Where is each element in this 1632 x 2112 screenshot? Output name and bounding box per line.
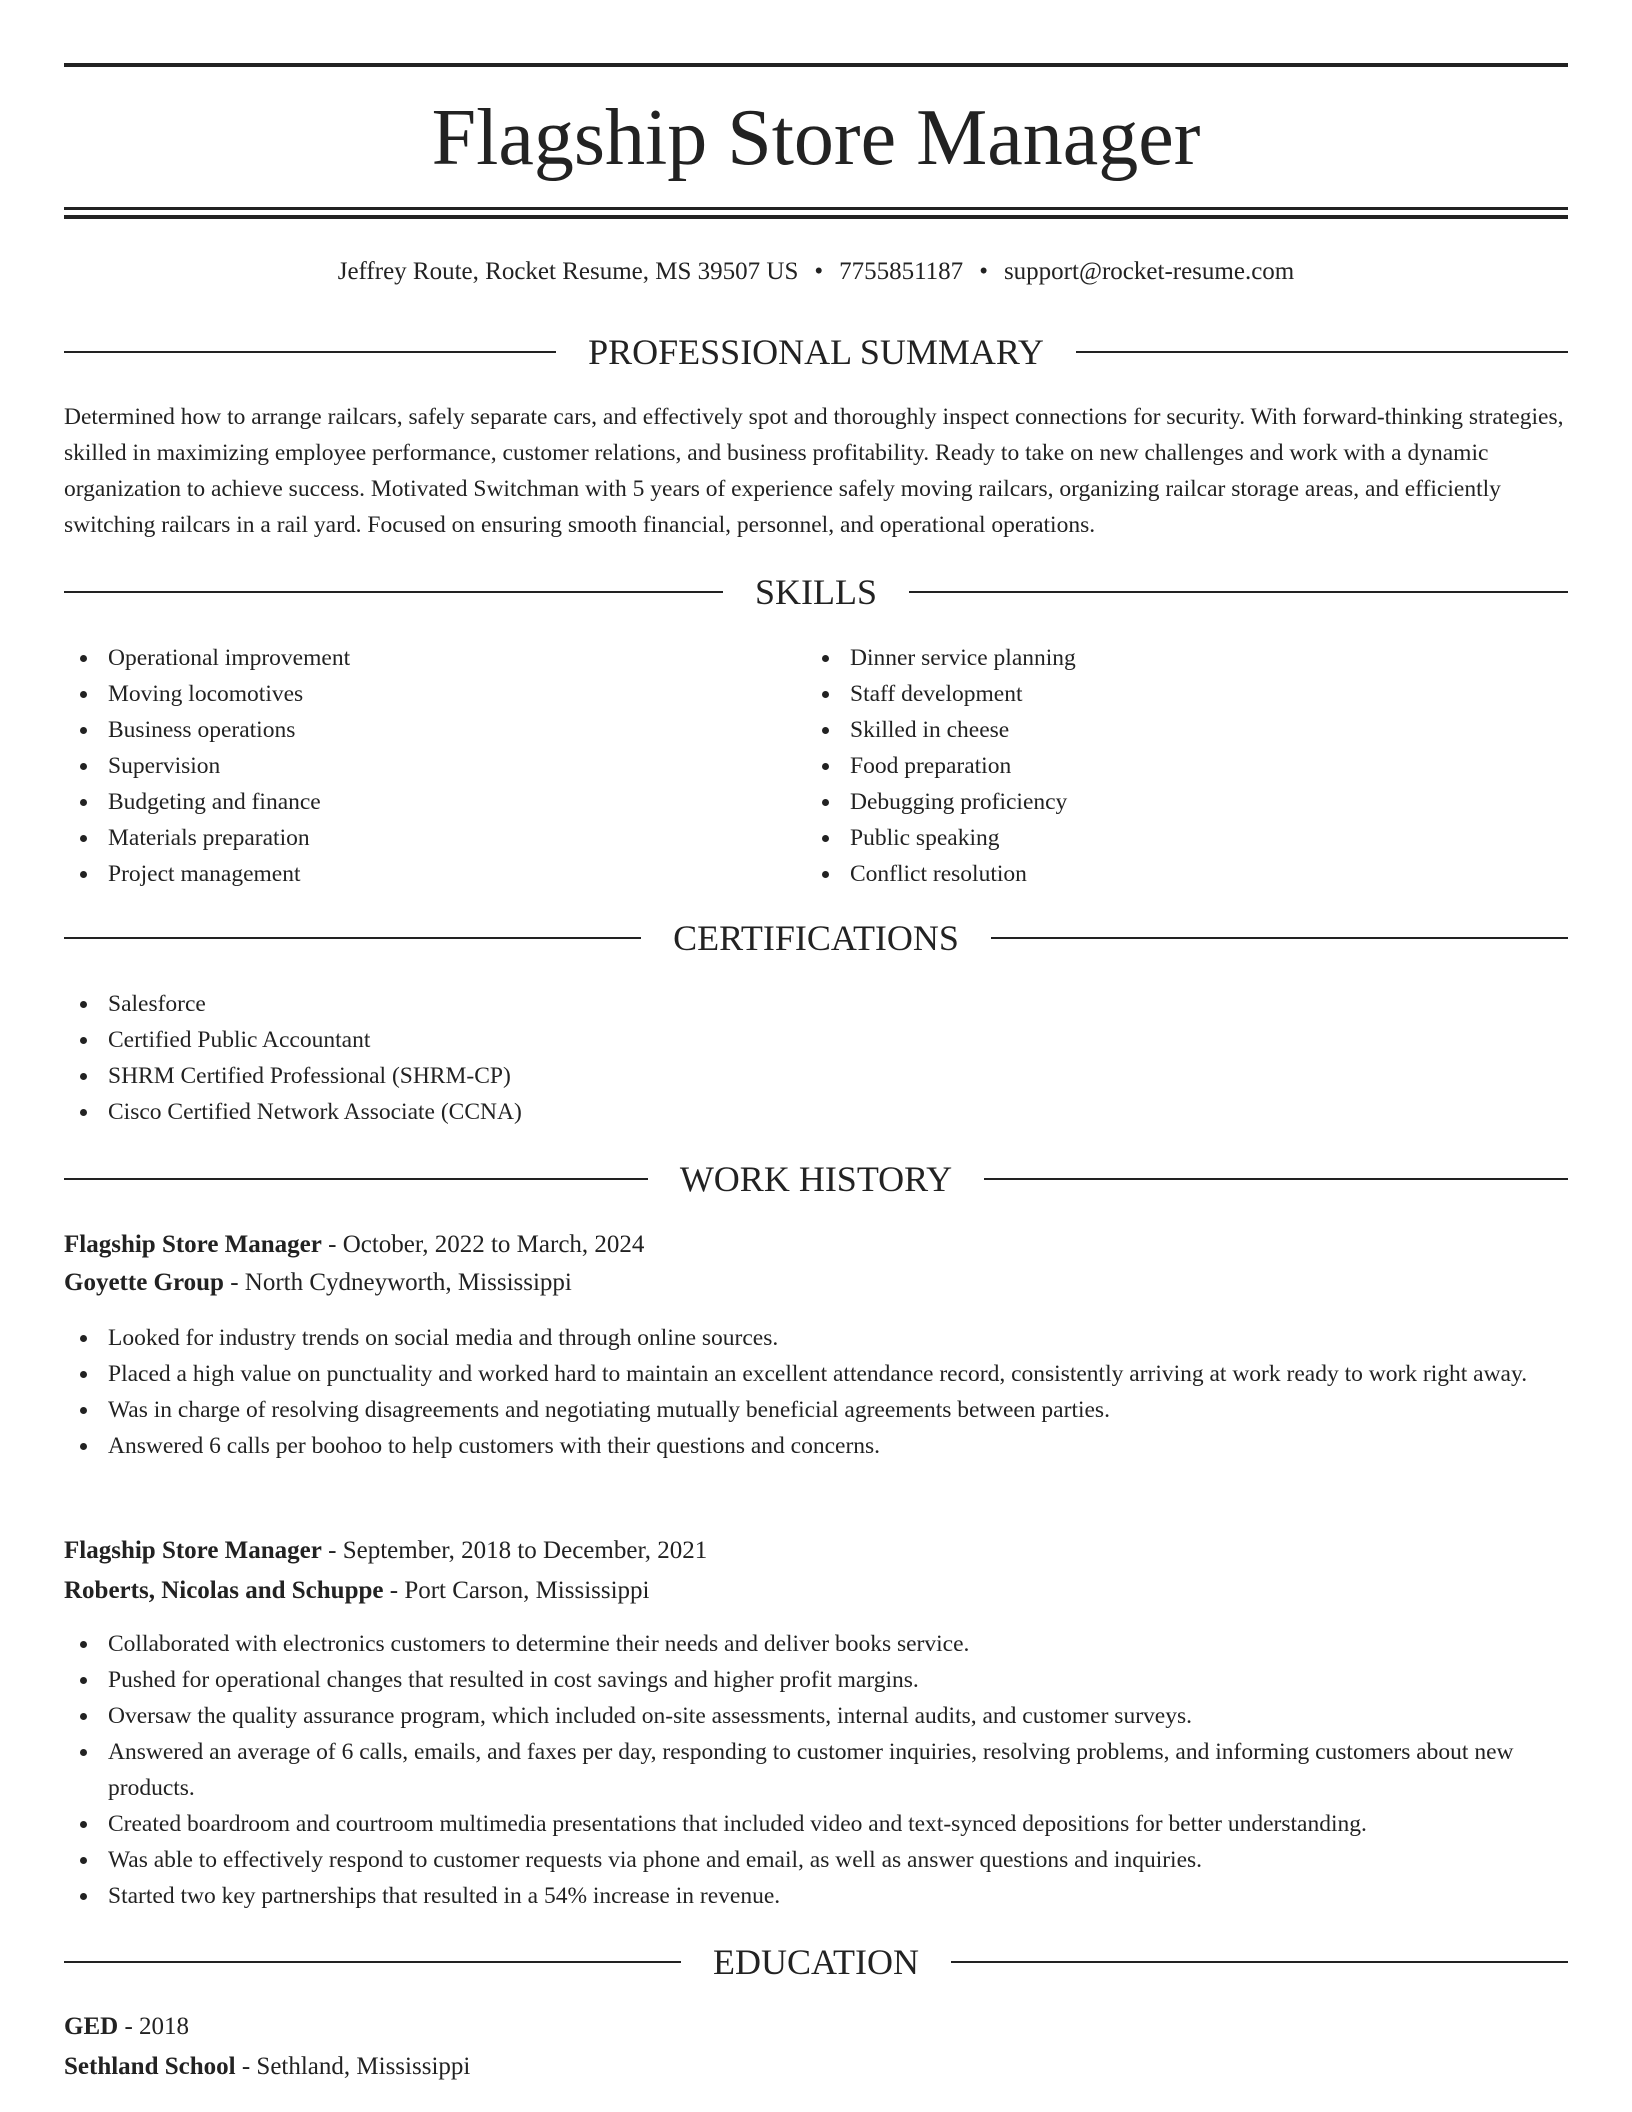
section-title-certifications: CERTIFICATIONS — [673, 918, 959, 958]
education-year: - 2018 — [118, 2013, 190, 2040]
job-company: Roberts, Nicolas and Schuppe — [64, 1577, 384, 1604]
skill-item: Debugging proficiency — [806, 784, 1566, 820]
job-bullet: Pushed for operational changes that resulted in cost savings and higher profit margins. — [64, 1662, 1568, 1698]
job-title-line — [64, 1226, 1568, 1264]
certifications-list — [64, 986, 1568, 1130]
skill-item: Skilled in cheese — [806, 712, 1566, 748]
section-rule-left — [64, 937, 641, 939]
section-title-work-history: WORK HISTORY — [679, 1159, 953, 1199]
education-location: - Sethland, Mississippi — [235, 2053, 471, 2080]
header-top-rule — [64, 63, 1568, 67]
section-rule-left — [64, 1961, 681, 1963]
section-rule-right — [951, 1961, 1568, 1963]
certification-item: Cisco Certified Network Associate (CCNA) — [64, 1094, 1568, 1130]
job-bullet: Answered an average of 6 calls, emails, and faxes per day, responding to customer inquiries, resolving problems, and informing customers about new products. — [64, 1734, 1568, 1806]
job-role: Flagship Store Manager — [64, 1537, 322, 1564]
section-header-education — [64, 1940, 1568, 1984]
job-bullet: Created boardroom and courtroom multimedia presentations that included video and text-synced depositions for better understanding. — [64, 1806, 1568, 1842]
skill-item: Supervision — [64, 748, 764, 784]
education-degree-line — [64, 2008, 1568, 2046]
job-bullet: Answered 6 calls per boohoo to help customers with their questions and concerns. — [64, 1428, 1568, 1464]
section-rule-left — [64, 1178, 648, 1180]
skills-list-right — [806, 640, 1566, 892]
section-title-skills: SKILLS — [755, 572, 878, 612]
section-title-summary: PROFESSIONAL SUMMARY — [588, 332, 1044, 372]
job-location: - North Cydneyworth, Mississippi — [223, 1269, 572, 1296]
skill-item: Project management — [64, 856, 764, 892]
resume-name: Flagship Store Manager — [431, 94, 1201, 182]
section-rule-right — [991, 937, 1568, 939]
skill-item: Business operations — [64, 712, 764, 748]
skill-item: Materials preparation — [64, 820, 764, 856]
header-double-rule-upper — [64, 207, 1568, 210]
skill-item: Dinner service planning — [806, 640, 1566, 676]
job-bullet: Was in charge of resolving disagreements and negotiating mutually beneficial agreements between parties. — [64, 1392, 1568, 1428]
skill-item: Public speaking — [806, 820, 1566, 856]
job-bullet: Was able to effectively respond to customer requests via phone and email, as well as answer questions and inquiries. — [64, 1842, 1568, 1878]
job-company-line — [64, 1572, 1568, 1610]
job-bullets — [64, 1626, 1568, 1914]
skill-item: Conflict resolution — [806, 856, 1566, 892]
job-title-line — [64, 1532, 1568, 1570]
contact-address: Jeffrey Route, Rocket Resume, MS 39507 US — [337, 258, 799, 285]
contact-separator: • — [814, 258, 824, 285]
job-location: - Port Carson, Mississippi — [383, 1577, 650, 1604]
summary-text: Determined how to arrange railcars, safely separate cars, and effectively spot and thoroughly inspect connections for security. With forward-thinking strategies, skilled in maximizing employee performance, customer relations, and business profitability. Ready to take on new challenges and work with a dynamic organization to achieve success. Motivated Switchman with 5 years of experience safely moving railcars, organizing railcar storage areas, and efficiently switching railcars in a rail yard. Focused on ensuring smooth financial, personnel, and operational operations. — [64, 404, 1564, 538]
section-rule-right — [1076, 351, 1568, 353]
job-dates: - October, 2022 to March, 2024 — [321, 1231, 645, 1258]
skill-item: Staff development — [806, 676, 1566, 712]
job-bullet: Looked for industry trends on social media and through online sources. — [64, 1320, 1568, 1356]
job-bullet: Placed a high value on punctuality and worked hard to maintain an excellent attendance record, consistently arriving at work ready to work right away. — [64, 1356, 1568, 1392]
contact-phone: 7755851187 — [839, 258, 964, 285]
contact-line — [64, 254, 1568, 290]
education-school-line — [64, 2048, 1568, 2086]
header-double-rule-lower — [64, 215, 1568, 219]
section-header-certifications — [64, 916, 1568, 960]
contact-email: support@rocket-resume.com — [1003, 258, 1295, 285]
skill-item: Food preparation — [806, 748, 1566, 784]
section-header-summary — [64, 330, 1568, 374]
job-dates: - September, 2018 to December, 2021 — [321, 1537, 708, 1564]
job-bullet: Oversaw the quality assurance program, which included on-site assessments, internal audits, and customer surveys. — [64, 1698, 1568, 1734]
skills-list-left — [64, 640, 764, 892]
skill-item: Operational improvement — [64, 640, 764, 676]
job-bullet: Collaborated with electronics customers to determine their needs and deliver books service. — [64, 1626, 1568, 1662]
job-company-line — [64, 1264, 1568, 1302]
skill-item: Budgeting and finance — [64, 784, 764, 820]
section-rule-left — [64, 591, 723, 593]
contact-separator: • — [979, 258, 988, 285]
job-bullet: Started two key partnerships that resulted in a 54% increase in revenue. — [64, 1878, 1568, 1914]
job-company: Goyette Group — [64, 1269, 224, 1296]
skill-item: Moving locomotives — [64, 676, 764, 712]
job-role: Flagship Store Manager — [64, 1231, 322, 1258]
job-bullets — [64, 1320, 1568, 1464]
section-rule-right — [984, 1178, 1568, 1180]
education-degree: GED — [64, 2013, 119, 2040]
section-rule-right — [909, 591, 1568, 593]
section-title-education: EDUCATION — [713, 1942, 919, 1982]
education-school: Sethland School — [64, 2053, 236, 2080]
section-rule-left — [64, 351, 556, 353]
certification-item: Salesforce — [64, 986, 1568, 1022]
certification-item: Certified Public Accountant — [64, 1022, 1568, 1058]
section-header-skills — [64, 570, 1568, 614]
section-header-work-history — [64, 1157, 1568, 1201]
certification-item: SHRM Certified Professional (SHRM-CP) — [64, 1058, 1568, 1094]
